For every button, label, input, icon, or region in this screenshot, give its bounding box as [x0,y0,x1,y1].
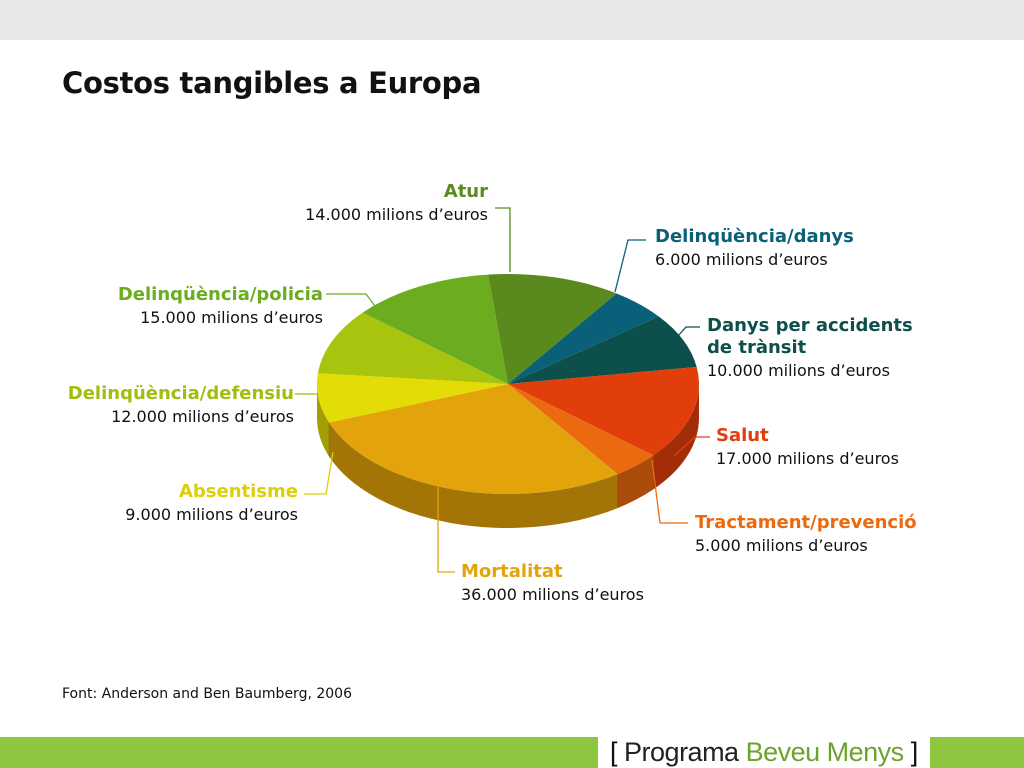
label-tractament [695,512,917,558]
brand-bracket-close: ] [910,737,918,767]
slice-name-absentisme: Absentisme [178,481,298,502]
source-note: Font: Anderson and Ben Baumberg, 2006 [62,686,352,702]
slice-value-danys-accidents: 10.000 milions d’euros [707,361,890,380]
leader-line-atur [495,208,510,272]
slice-name-danys-accidents: Danys per accidents de trànsit [707,315,913,358]
slice-value-delinquencia-danys: 6.000 milions d’euros [655,250,828,269]
slice-value-tractament: 5.000 milions d’euros [695,536,868,555]
brand-logo [598,737,930,768]
brand-word-beveu-menys: Beveu Menys [745,737,904,767]
label-mortalitat [461,561,644,607]
label-delinquencia-defensiu [68,383,294,429]
leader-line-delinquencia-policia [326,294,375,306]
slice-value-salut: 17.000 milions d’euros [716,449,899,468]
slice-name-tractament: Tractament/prevenció [695,512,917,533]
slice-value-absentisme: 9.000 milions d’euros [125,505,298,524]
label-delinquencia-danys [655,226,854,272]
label-salut [716,425,899,471]
slice-value-delinquencia-defensiu: 12.000 milions d’euros [111,407,294,426]
brand-word-programa: Programa [624,737,739,767]
slice-value-atur: 14.000 milions d’euros [305,205,488,224]
leader-line-delinquencia-danys [615,240,646,292]
label-danys-accidents [707,315,932,383]
slice-name-atur: Atur [443,181,488,202]
slice-value-mortalitat: 36.000 milions d’euros [461,585,644,604]
slice-name-salut: Salut [716,425,769,446]
leader-line-danys-per-accidents-de-transit [678,327,700,336]
slice-name-mortalitat: Mortalitat [461,561,563,582]
slice-name-delinquencia-defensiu: Delinqüència/defensiu [67,383,294,404]
slice-name-delinquencia-danys: Delinqüència/danys [655,226,854,247]
label-atur [305,181,488,227]
slice-value-delinquencia-policia: 15.000 milions d’euros [140,308,323,327]
leader-line-absentisme [304,452,333,494]
label-absentisme [125,481,298,527]
brand-bracket-open: [ [610,737,618,767]
label-delinquencia-policia [118,284,323,330]
slice-name-delinquencia-policia: Delinqüència/policia [117,284,323,305]
slide-title: Costos tangibles a Europa [62,66,482,100]
